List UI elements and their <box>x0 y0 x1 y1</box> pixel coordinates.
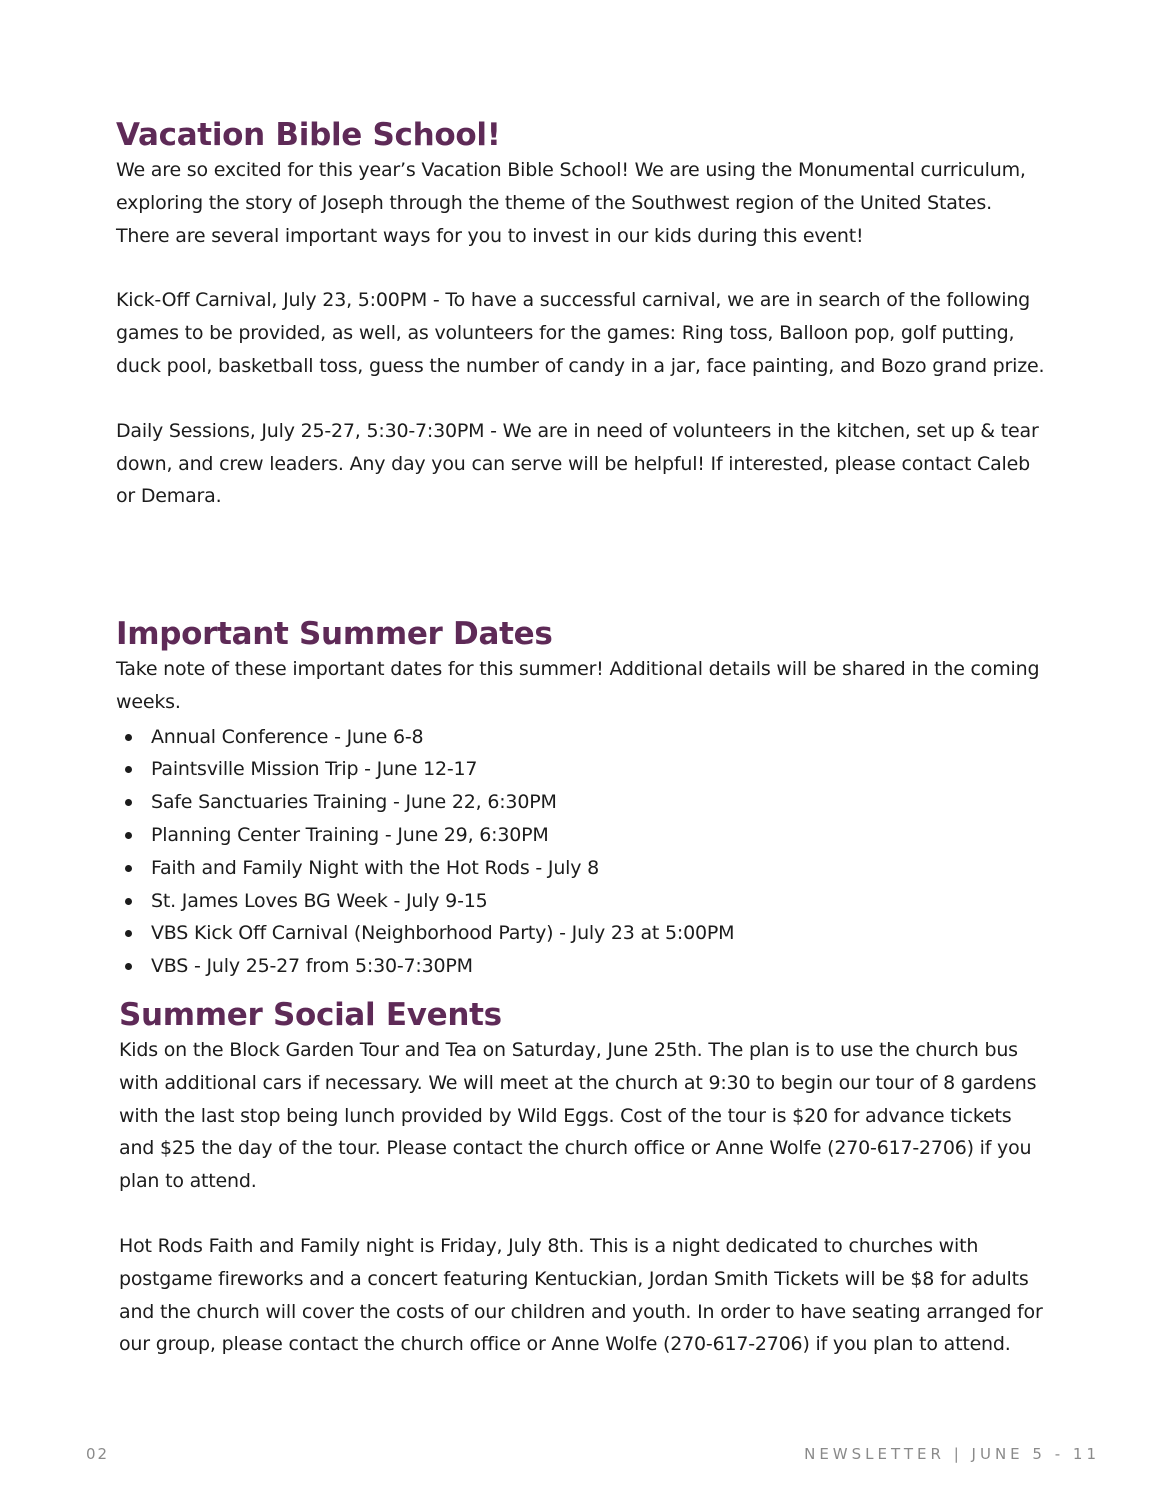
list-item: St. James Loves BG Week - July 9-15 <box>116 885 1046 918</box>
dates-intro: Take note of these important dates for this summer! Additional details will be shared in the coming weeks. <box>116 658 1040 713</box>
social-hotrods: Hot Rods Faith and Family night is Friday, July 8th. This is a night dedicated to churches with postgame fireworks and a concert featuring Kentuckian, Jordan Smith Tickets will be $8 for adults and the church will cover the costs of our children and youth. In order to have seating arranged for our group, please contact the church office or Anne Wolfe (270-617-2706) if you plan to attend. <box>119 1234 1043 1356</box>
list-item: Safe Sanctuaries Training - June 22, 6:30PM <box>116 786 1046 819</box>
bullet-icon <box>125 766 132 773</box>
bullet-icon <box>125 963 132 970</box>
bullet-icon <box>125 930 132 937</box>
vbs-intro: We are so excited for this year’s Vacation Bible School! We are using the Monumental curriculum, exploring the story of Joseph through the theme of the Southwest region of the United States. There are several important ways for you to invest in our kids during this event! <box>116 159 1026 247</box>
vbs-sessions: Daily Sessions, July 25-27, 5:30-7:30PM - We are in need of volunteers in the kitchen, set up & tear down, and crew leaders. Any day you can serve will be helpful! If interested, please contact Caleb or Demara. <box>116 419 1039 508</box>
vbs-section <box>116 116 1046 513</box>
list-item: Annual Conference - June 6-8 <box>116 721 1046 754</box>
list-item: VBS - July 25-27 from 5:30-7:30PM <box>116 950 1046 983</box>
bullet-icon <box>125 734 132 741</box>
bullet-icon <box>125 799 132 806</box>
dates-section <box>116 615 1046 983</box>
dates-list <box>116 721 1046 983</box>
vbs-heading: Vacation Bible School! <box>116 117 501 153</box>
list-item: Planning Center Training - June 29, 6:30PM <box>116 819 1046 852</box>
bullet-icon <box>125 898 132 905</box>
list-item: VBS Kick Off Carnival (Neighborhood Party) - July 23 at 5:00PM <box>116 917 1046 950</box>
list-item: Faith and Family Night with the Hot Rods - July 8 <box>116 852 1046 885</box>
bullet-icon <box>125 832 132 839</box>
page-number: 02 <box>86 1445 110 1463</box>
social-heading: Summer Social Events <box>119 997 502 1033</box>
footer-title: NEWSLETTER | JUNE 5 - 11 <box>804 1445 1100 1463</box>
list-item: Paintsville Mission Trip - June 12-17 <box>116 753 1046 786</box>
vbs-carnival: Kick-Off Carnival, July 23, 5:00PM - To have a successful carnival, we are in search of the following games to be provided, as well, as volunteers for the games: Ring toss, Balloon pop, golf putting, duck pool, basketball toss, guess the number of candy in a jar, face painting, and Bozo grand prize. <box>116 289 1045 377</box>
dates-heading: Important Summer Dates <box>116 616 553 652</box>
social-section <box>119 996 1049 1361</box>
bullet-icon <box>125 865 132 872</box>
social-garden: Kids on the Block Garden Tour and Tea on Saturday, June 25th. The plan is to use the church bus with additional cars if necessary. We will meet at the church at 9:30 to begin our tour of 8 gardens with the last stop being lunch provided by Wild Eggs. Cost of the tour is $20 for advance tickets and $25 the day of the tour. Please contact the church office or Anne Wolfe (270-617-2706) if you plan to attend. <box>119 1039 1037 1193</box>
